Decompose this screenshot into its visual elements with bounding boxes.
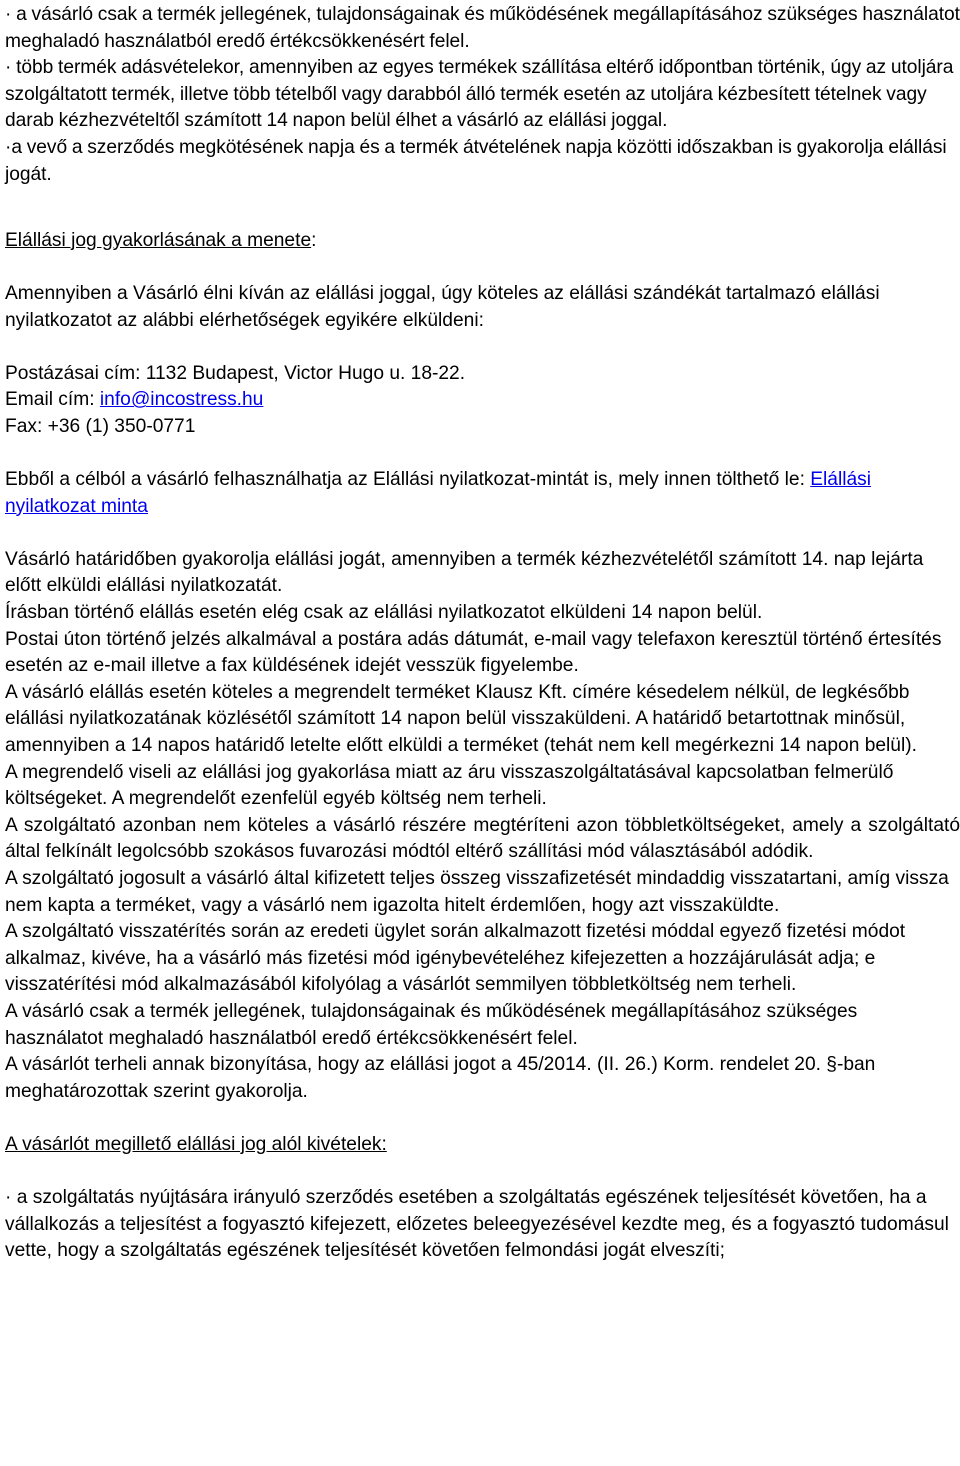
procedure-heading [5,228,960,255]
spacer [5,441,960,468]
rule-return: A vásárló elállás esetén köteles a megrendelt terméket Klausz Kft. címére késedelem nélkül, de legkésőbb elállási nyilatkozatának közlésétől számított 14 napon belül visszaküldeni. A határidő betartottnak minősül, amennyiben a 14 napos határidő letelte előtt elküldi a terméket (tehát nem kell megérkezni 14 napon belül). [5,681,917,757]
intro-line-multiple-products: · több termék adásvételekor, amennyiben az egyes termékek szállítása eltérő időpontban történik, úgy az utoljára szolgáltatott termék, illetve több tételből vagy darabból álló termék esetén az utoljára kézbesített tételnek vagy darab kézhezvételtől számított 14 napon belül élhet a vásárló az elállási joggal. [5,57,954,132]
intro-line-depreciation: · a vásárló csak a termék jellegének, tulajdonságainak és működésének megállapításához szükséges használatot meghaladó használatból eredő értékcsökkenésért felel. [5,4,960,52]
procedure-heading-colon: : [311,229,317,251]
spacer [5,215,960,228]
exceptions-heading [5,1132,960,1159]
spacer [5,254,960,281]
email-label: Email cím: [5,389,100,411]
exception-item: · a szolgáltatás nyújtására irányuló szerződés esetében a szolgáltatás egészének teljesítését követően, ha a vállalkozás a teljesítést a fogyasztó kifejezett, előzetes beleegyezésével kezdte meg, és a fogyasztó tudomásul vette, hogy a szolgáltatás egészének teljesítését követően felmondási jogát elveszíti; [5,1187,949,1262]
fax-line: Fax: +36 (1) 350-0771 [5,415,196,437]
rule-withhold: A szolgáltató jogosult a vásárló által kifizetett teljes összeg visszafizetését mindaddig visszatartani, amíg vissza nem kapta a terméket, vagy a vásárló nem igazolta hitelt érdemlően, hogy azt visszaküldte. [5,868,949,916]
spacer [5,520,960,547]
email-link[interactable]: info@incostress.hu [99,389,264,411]
spacer [5,1159,960,1186]
procedure-intro: Amennyiben a Vásárló élni kíván az elállási joggal, úgy köteles az elállási szándékát tartalmazó elállási nyilatkozatot az alábbi elérhetőségek egyikére elküldeni: [5,282,880,331]
rule-depreciation: A vásárló csak a termék jellegének, tulajdonságainak és működésének megállapításához szükséges használatot meghaladó használatból eredő értékcsökkenésért felel. [5,1000,858,1049]
exceptions-list [5,1185,960,1265]
template-paragraph [5,467,960,520]
rule-postal: Postai úton történő jelzés alkalmával a postára adás dátumát, e-mail vagy telefaxon keresztül történő értesítés esetén az e-mail illetve a fax küldésének idejét vesszük figyelembe. [5,628,942,677]
template-text: Ebből a célból a vásárló felhasználhatja az Elállási nyilatkozat-mintát is, mely innen tölthető le: [5,469,811,491]
procedure-heading-text: Elállási jog gyakorlásának a menete [5,229,312,251]
rule-burden-of-proof: A vásárlót terheli annak bizonyítása, hogy az elállási jogot a 45/2014. (II. 26.) Korm. rendelet 20. §-ban meghatározottak szerint gyakorolja. [5,1054,876,1102]
rule-costs: A megrendelő viseli az elállási jog gyakorlása miatt az áru visszaszolgáltatásával kapcsolatban felmerülő költségeket. A megrendelőt ezenfelül egyéb költség nem terheli. [5,761,894,810]
rule-refund-method: A szolgáltató visszatérítés során az eredeti ügylet során alkalmazott fizetési móddal egyező fizetési módot alkalmaz, kivéve, ha a vásárló más fizetési mód igénybevételéhez kifejezetten a hozzájárulását adja; e visszatérítési mód alkalmazásából kifolyólag a vásárlót semmilyen többletköltség nem terheli. [5,921,906,996]
intro-conditions [5,2,960,188]
exceptions-heading-text: A vásárlót megillető elállási jog alól kivételek: [5,1133,387,1155]
spacer [5,188,960,215]
spacer [5,1105,960,1132]
spacer [5,334,960,361]
withdrawal-template-link[interactable]: Elállási nyilatkozat minta [5,469,872,517]
document-body [5,0,960,1265]
rule-extra-costs: A szolgáltató azonban nem köteles a vásárló részére megtéríteni azon többletköltségeket, amely a szolgáltató által felkínált legolcsóbb szokásos fuvarozási módtól eltérő szállítási mód választásából adódik. [5,814,960,863]
postal-address: Postázásai cím: 1132 Budapest, Victor Hugo u. 18-22. [5,362,466,384]
contact-block [5,361,960,441]
rule-deadline: Vásárló határidőben gyakorolja elállási jogát, amennyiben a termék kézhezvételétől számított 14. nap lejárta előtt elküldi elállási nyilatkozatát. [5,548,924,597]
intro-line-pre-delivery: ·a vevő a szerződés megkötésének napja és a termék átvételének napja közötti időszakban is gyakorolja elállási jogát. [5,136,947,185]
rules-block [5,547,960,1105]
email-line [5,387,960,414]
rule-written: Írásban történő elállás esetén elég csak az elállási nyilatkozatot elküldeni 14 napon belül. [5,602,763,624]
